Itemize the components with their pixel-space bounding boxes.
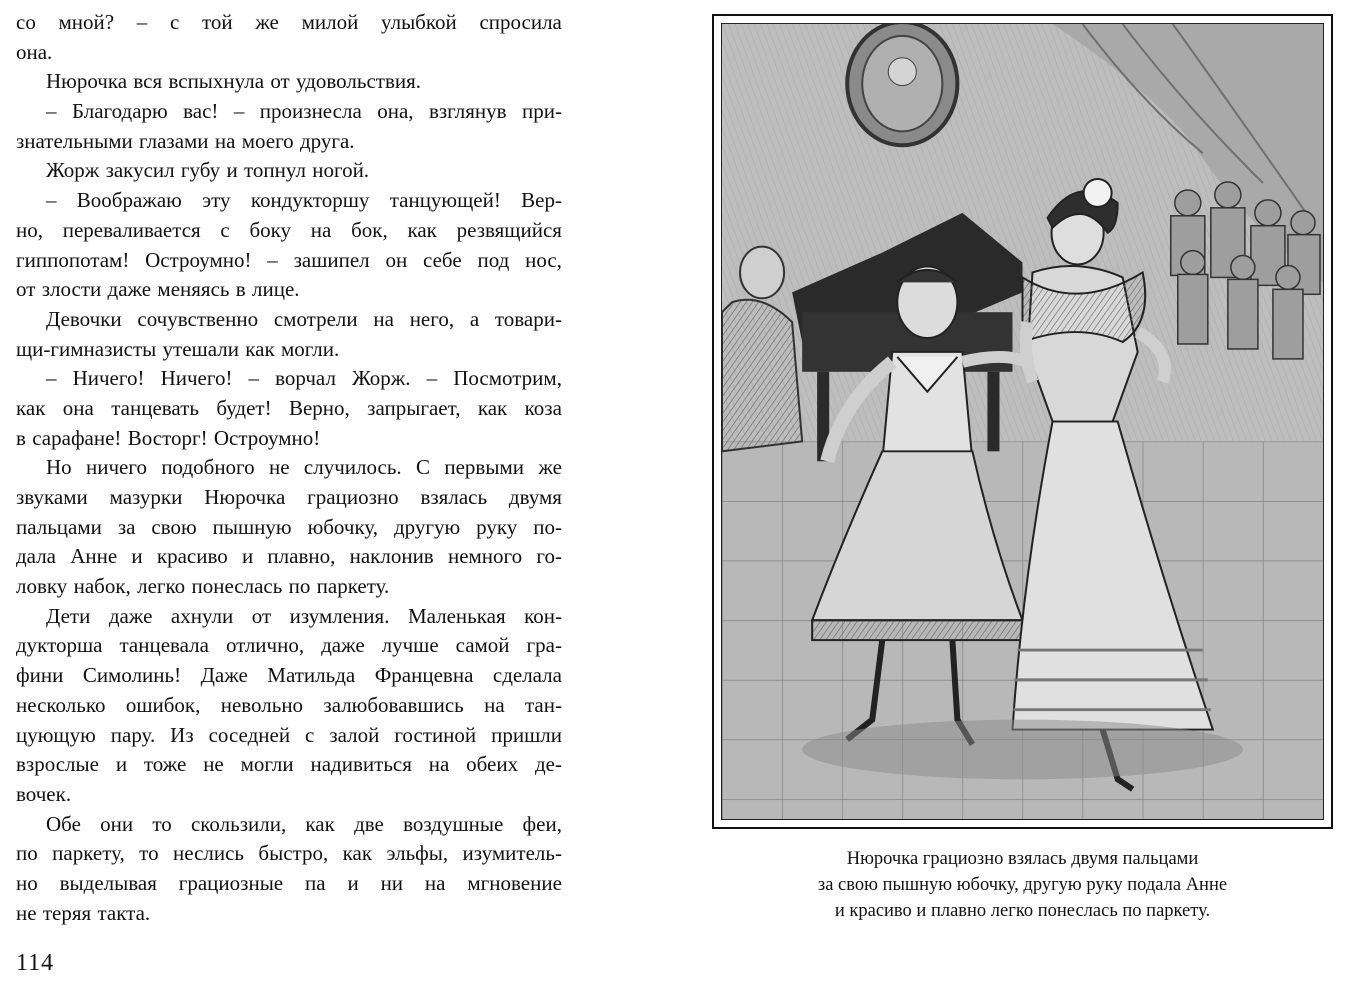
word: друга. [299,128,355,153]
word: и [115,752,128,777]
word: Вер- [521,188,562,213]
word: пришли [491,722,562,747]
word: гиппопотам! [16,247,130,272]
word: от [251,603,272,628]
caption-line: Нюрочка грациозно взялась двумя пальцами [846,849,1199,869]
word: гостиной [394,722,477,747]
body-text [16,8,562,928]
word: де- [534,752,562,777]
word: Остроумно! [145,247,252,272]
text-line [16,246,562,276]
word: милой [301,10,359,34]
word: сарафане! [32,425,122,450]
word: знательными [16,128,133,153]
word: несколько [16,692,106,717]
caption-line: за свою пышную юбочку, другую руку подала Анне [817,875,1228,895]
word: а [469,306,480,331]
word: Воображаю [76,188,182,213]
word: могли [240,752,294,777]
right-page [712,14,1351,984]
word: случилось. [303,455,402,480]
text-line [16,513,562,543]
text-line [16,453,562,483]
word: ошибок, [125,692,201,717]
word: Верно, [288,395,350,420]
text-line [16,750,562,780]
word: паркету, [52,841,125,866]
word: Ничего! [160,366,233,391]
word: Нюрочка [46,69,128,94]
word: тоже [143,752,187,777]
text-line [16,839,562,869]
word: за [117,514,136,539]
word: на [373,306,394,331]
word: легко [137,574,186,599]
word: с [220,217,230,242]
word: ногой. [312,158,370,183]
word: Ничего! [72,366,145,391]
word: фини [16,663,64,688]
word: танцующей! [389,188,501,213]
text-line [16,127,562,157]
word: со [16,10,36,34]
text-line [16,97,562,127]
text-line [16,156,562,186]
word: цующую [16,722,96,747]
word: под [477,247,510,272]
word: пальцами [16,514,102,539]
word: на [424,870,446,895]
word: будет! [216,395,272,420]
word: свою [151,514,197,539]
word: коза [524,395,562,420]
word: на [484,692,505,717]
word: при- [521,99,562,124]
word: быстро, [258,841,329,866]
word: эльфы, [386,841,449,866]
text-line [16,899,562,929]
text-line [16,186,562,216]
word: Из [170,722,194,747]
text-line [16,721,562,751]
word: как [245,336,275,361]
word: на [214,128,236,153]
word: неслись [172,841,245,866]
text-line [16,780,562,810]
text-line [16,810,562,840]
word: понеслась [191,574,283,599]
word: пару. [110,722,156,747]
word: в [235,277,246,302]
text-line [16,364,562,394]
word: такта. [97,900,151,925]
dancing-girls-engraving [722,24,1323,819]
word: невольно [220,692,304,717]
word: он [385,247,408,272]
illustration-frame [712,14,1333,829]
word: смотрели [273,306,358,331]
word: Девочки [46,306,122,331]
word: не [269,455,290,480]
word: лучше [381,633,439,658]
word: Даже [200,663,248,688]
text-line [16,275,562,305]
word: тан- [525,692,562,717]
text-line [16,542,562,572]
word: по [16,841,38,866]
word: даже [108,603,153,628]
word: Нюрочка [204,485,286,509]
word: изумитель- [462,841,562,866]
word: звуками [16,485,88,509]
word: запрыгает, [367,395,461,420]
text-line [16,661,562,691]
word: две [354,811,384,836]
word: эту [202,188,231,213]
word: как [477,395,508,420]
word: ни [380,870,404,895]
word: и [131,544,143,569]
text-line [16,869,562,899]
illustration-caption [712,846,1333,924]
word: то [152,811,172,836]
word: она, [377,99,414,124]
word: дала [16,544,56,569]
word: мгновение [467,870,562,895]
word: отлично, [225,633,305,658]
word: даже [321,633,365,658]
word: боку [249,217,292,242]
word: той [202,10,233,34]
word: не [16,900,37,925]
word: глазами [139,128,209,153]
word: взглянув [428,99,507,124]
word: бок, [351,217,388,242]
word: ворчал [275,366,336,391]
text-line [16,335,562,365]
word: произнесла [259,99,362,124]
text-line [16,305,562,335]
word: первыми [444,455,524,480]
word: как [305,811,335,836]
word: на [428,752,450,777]
word: самой [455,633,510,658]
word: они [100,811,134,836]
text-line [16,424,562,454]
word: вочек. [16,781,72,806]
word: ловку [16,574,68,599]
word: феи, [522,811,562,836]
word: же [538,455,562,480]
word: Симолинь! [82,663,182,688]
word: Но [46,455,72,480]
word: то [139,841,159,866]
text-line [16,572,562,602]
word: С [416,455,431,480]
word: мной? [58,10,115,34]
word: переваливается [62,217,201,242]
word: от [270,69,290,94]
word: Посмотрим, [453,366,562,391]
word: соседней [208,722,291,747]
text-line [16,8,562,38]
word: щи-гимназисты [16,336,157,361]
word: надивиться [310,752,412,777]
word: и [226,158,238,183]
word: другую [393,514,461,539]
word: красиво [156,544,228,569]
word: по [288,574,311,599]
text-line [16,38,562,68]
word: лице. [252,277,300,302]
word: воздушные [403,811,504,836]
word: себе [423,247,462,272]
word: руку [476,514,518,539]
word: сделала [492,663,562,688]
word: – [267,247,278,272]
word: улыбкой [381,10,457,34]
illustration [721,23,1324,820]
word: Анне [70,544,118,569]
word: – [426,366,438,391]
word: но, [16,217,43,242]
word: Маленькая [407,603,506,628]
word: вспыхнула [168,69,265,94]
word: по- [533,514,562,539]
word: Матильда [267,663,356,688]
word: с [169,10,180,34]
text-line [16,691,562,721]
word: скользили, [190,811,287,836]
word: кондукторшу [250,188,370,213]
word: Францевна [374,663,474,688]
word: как [407,217,437,242]
word: па [305,870,326,895]
word: и [241,544,254,569]
text-line [16,602,562,632]
word: кон- [524,603,562,628]
word: ахнули [170,603,234,628]
word: плавно, [267,544,336,569]
word: с [305,722,315,747]
word: она [62,395,94,420]
word: спросила [479,10,562,34]
word: Благодарю [71,99,168,124]
word: наклонив [349,544,434,569]
word: Обе [46,811,81,836]
word: вас! [183,99,219,124]
word: Дети [46,603,91,628]
word: даже [107,277,152,302]
word: танцевать [111,395,199,420]
word: удовольствия. [296,69,422,94]
word: изумления. [289,603,390,628]
word: грациозно [307,485,399,509]
word: зашипел [293,247,370,272]
word: топнул [244,158,306,183]
word: него, [409,306,455,331]
word: и [347,870,359,895]
word: сочувственно [137,306,259,331]
word: Жорж [46,158,100,183]
word: обеих [466,752,519,777]
text-line [16,483,562,513]
word: нос, [525,247,562,272]
word: на [310,217,332,242]
word: но [16,870,38,895]
word: – [46,366,57,391]
word: паркету. [316,574,390,599]
left-page [16,0,562,988]
word: пышную [212,514,292,539]
word: – [46,188,57,213]
word: как [16,395,46,420]
word: взрослые [16,752,99,777]
word: двумя [508,485,562,509]
word: же [255,10,279,34]
text-line [16,216,562,246]
text-line [16,631,562,661]
word: товари- [494,306,562,331]
word: дукторша [16,633,103,658]
word: немного [447,544,523,569]
word: Восторг! [127,425,208,450]
page-number: 114 [16,950,55,976]
word: Остроумно! [213,425,321,450]
word: моего [241,128,294,153]
word: закусил [105,158,175,183]
word: подобного [161,455,255,480]
word: залюбовавшись [323,692,464,717]
word: губу [180,158,221,183]
word: теряя [42,900,92,925]
word: злости [41,277,102,302]
text-line [16,394,562,424]
word: вся [133,69,163,94]
word: ничего [86,455,147,480]
word: – [233,99,245,124]
word: в [16,425,26,450]
word: залой [329,722,380,747]
word: могли. [280,336,340,361]
word: – [46,99,57,124]
text-line [16,67,562,97]
word: меняясь [157,277,230,302]
word: не [203,752,224,777]
word: грациозные [178,870,284,895]
word: утешали [162,336,239,361]
word: Жорж. [352,366,411,391]
word: – [248,366,260,391]
word: го- [536,544,562,569]
word: взялась [420,485,488,509]
word: мазурки [109,485,183,509]
word: гра- [526,633,562,658]
word: как [342,841,373,866]
word: резвящийся [456,217,562,242]
word: танцевала [119,633,209,658]
word: юбочку, [307,514,379,539]
caption-line: и красиво и плавно легко понеслась по паркету. [834,901,1211,921]
word: – [136,10,148,34]
word: она. [16,39,53,64]
word: от [16,277,36,302]
word: выделывая [59,870,157,895]
word: набок, [73,574,131,599]
